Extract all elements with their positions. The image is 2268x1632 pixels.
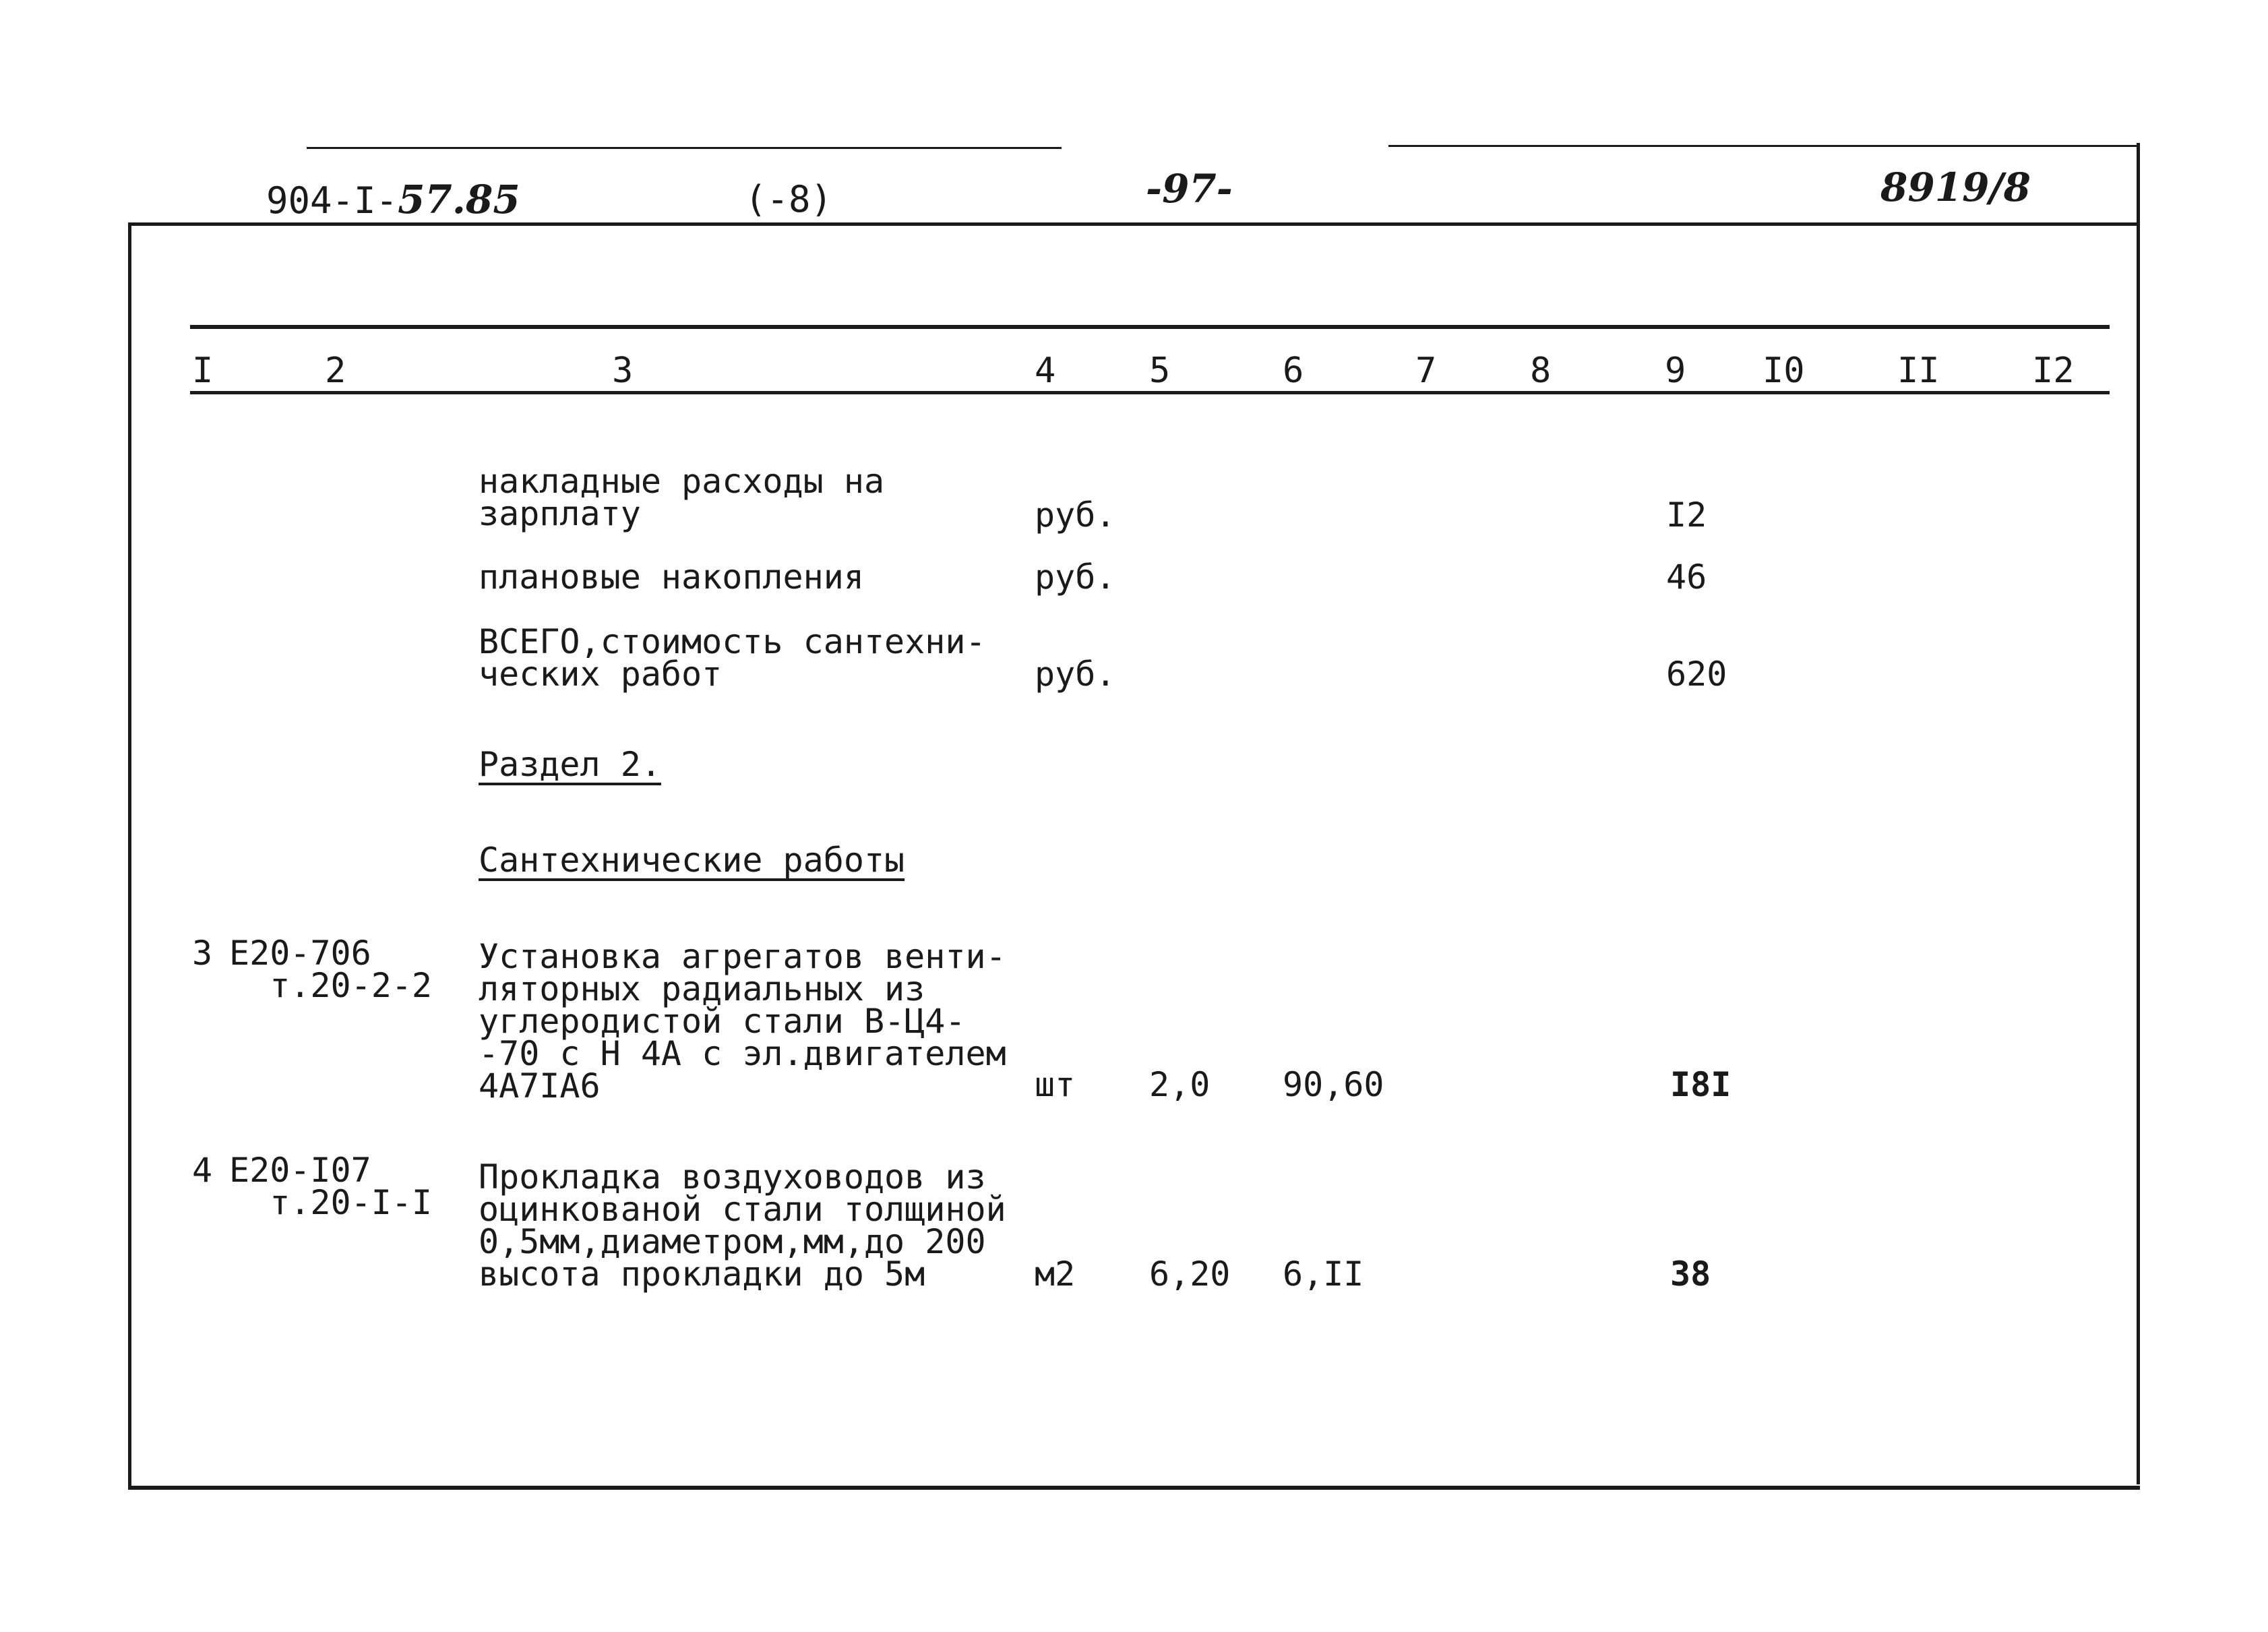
grand-total-description: ВСЕГО,стоимость сантехни- ческих работ [479,622,986,694]
doc-code-prefix: 904-I- [266,179,398,222]
frame-left-line [128,222,131,1490]
top-dash-right [1388,145,2137,147]
column-number-6: 6 [1283,351,1304,391]
item-4-number: 4 [192,1151,213,1190]
planned-savings-total: 46 [1666,557,1707,597]
item-3-description: Установка агрегатов венти- ляторных радиальных из углеродистой стали В-Ц4- -70 с Н 4А с эл.двигателем 4А7IА6 [479,937,1006,1106]
column-header-bottom-line [190,391,2110,394]
item-4-code: Е20-I07 т.20-I-I [229,1151,433,1222]
column-header-top-line [190,325,2110,329]
overhead-description: накладные расходы на зарплату [479,462,885,533]
frame-top-line [131,222,2140,226]
item-3-total: I8I [1670,1065,1731,1104]
planned-savings-description: плановые накопления [479,557,864,597]
item-3-code: Е20-706 т.20-2-2 [229,934,433,1005]
overhead-total: I2 [1666,495,1707,535]
item-3-number: 3 [192,934,213,973]
column-number-4: 4 [1035,351,1056,391]
item-3-price: 90,60 [1283,1065,1384,1104]
item-3-unit: шт [1035,1065,1076,1104]
item-4-description: Прокладка воздуховодов из оцинкованой стали толщиной 0,5мм,диаметром,мм,до 200 высота прокладки до 5м [479,1157,1006,1294]
planned-savings-unit: руб. [1035,557,1116,597]
section-subtitle: Сантехнические работы [479,841,905,880]
column-number-5: 5 [1149,351,1171,391]
column-number-2: 2 [325,351,346,391]
sheet-ref: (-8) [745,178,833,220]
doc-code [266,177,520,222]
frame-bottom-line [128,1486,2140,1490]
overhead-unit: руб. [1035,495,1116,535]
grand-total-unit: руб. [1035,655,1116,694]
section-title: Раздел 2. [479,745,661,784]
column-number-1: I [192,351,214,391]
item-4-price: 6,II [1283,1255,1364,1294]
item-4-unit: м2 [1035,1255,1076,1294]
item-4-quantity: 6,20 [1149,1255,1231,1294]
column-number-3: 3 [612,351,634,391]
top-dash-left [307,147,1062,149]
column-number-7: 7 [1415,351,1437,391]
column-number-9: 9 [1665,351,1686,391]
column-number-10: I0 [1763,351,1805,391]
doc-code-suffix: 57.85 [398,177,520,222]
page-number: -97- [1146,166,1233,212]
archive-number: 8919/8 [1880,164,2031,210]
column-number-8: 8 [1530,351,1552,391]
column-number-11: II [1897,351,1940,391]
grand-total-value: 620 [1666,655,1727,694]
column-number-12: I2 [2032,351,2075,391]
item-4-total: 38 [1670,1255,1711,1294]
frame-right-line [2137,143,2140,1484]
item-3-quantity: 2,0 [1149,1065,1210,1104]
